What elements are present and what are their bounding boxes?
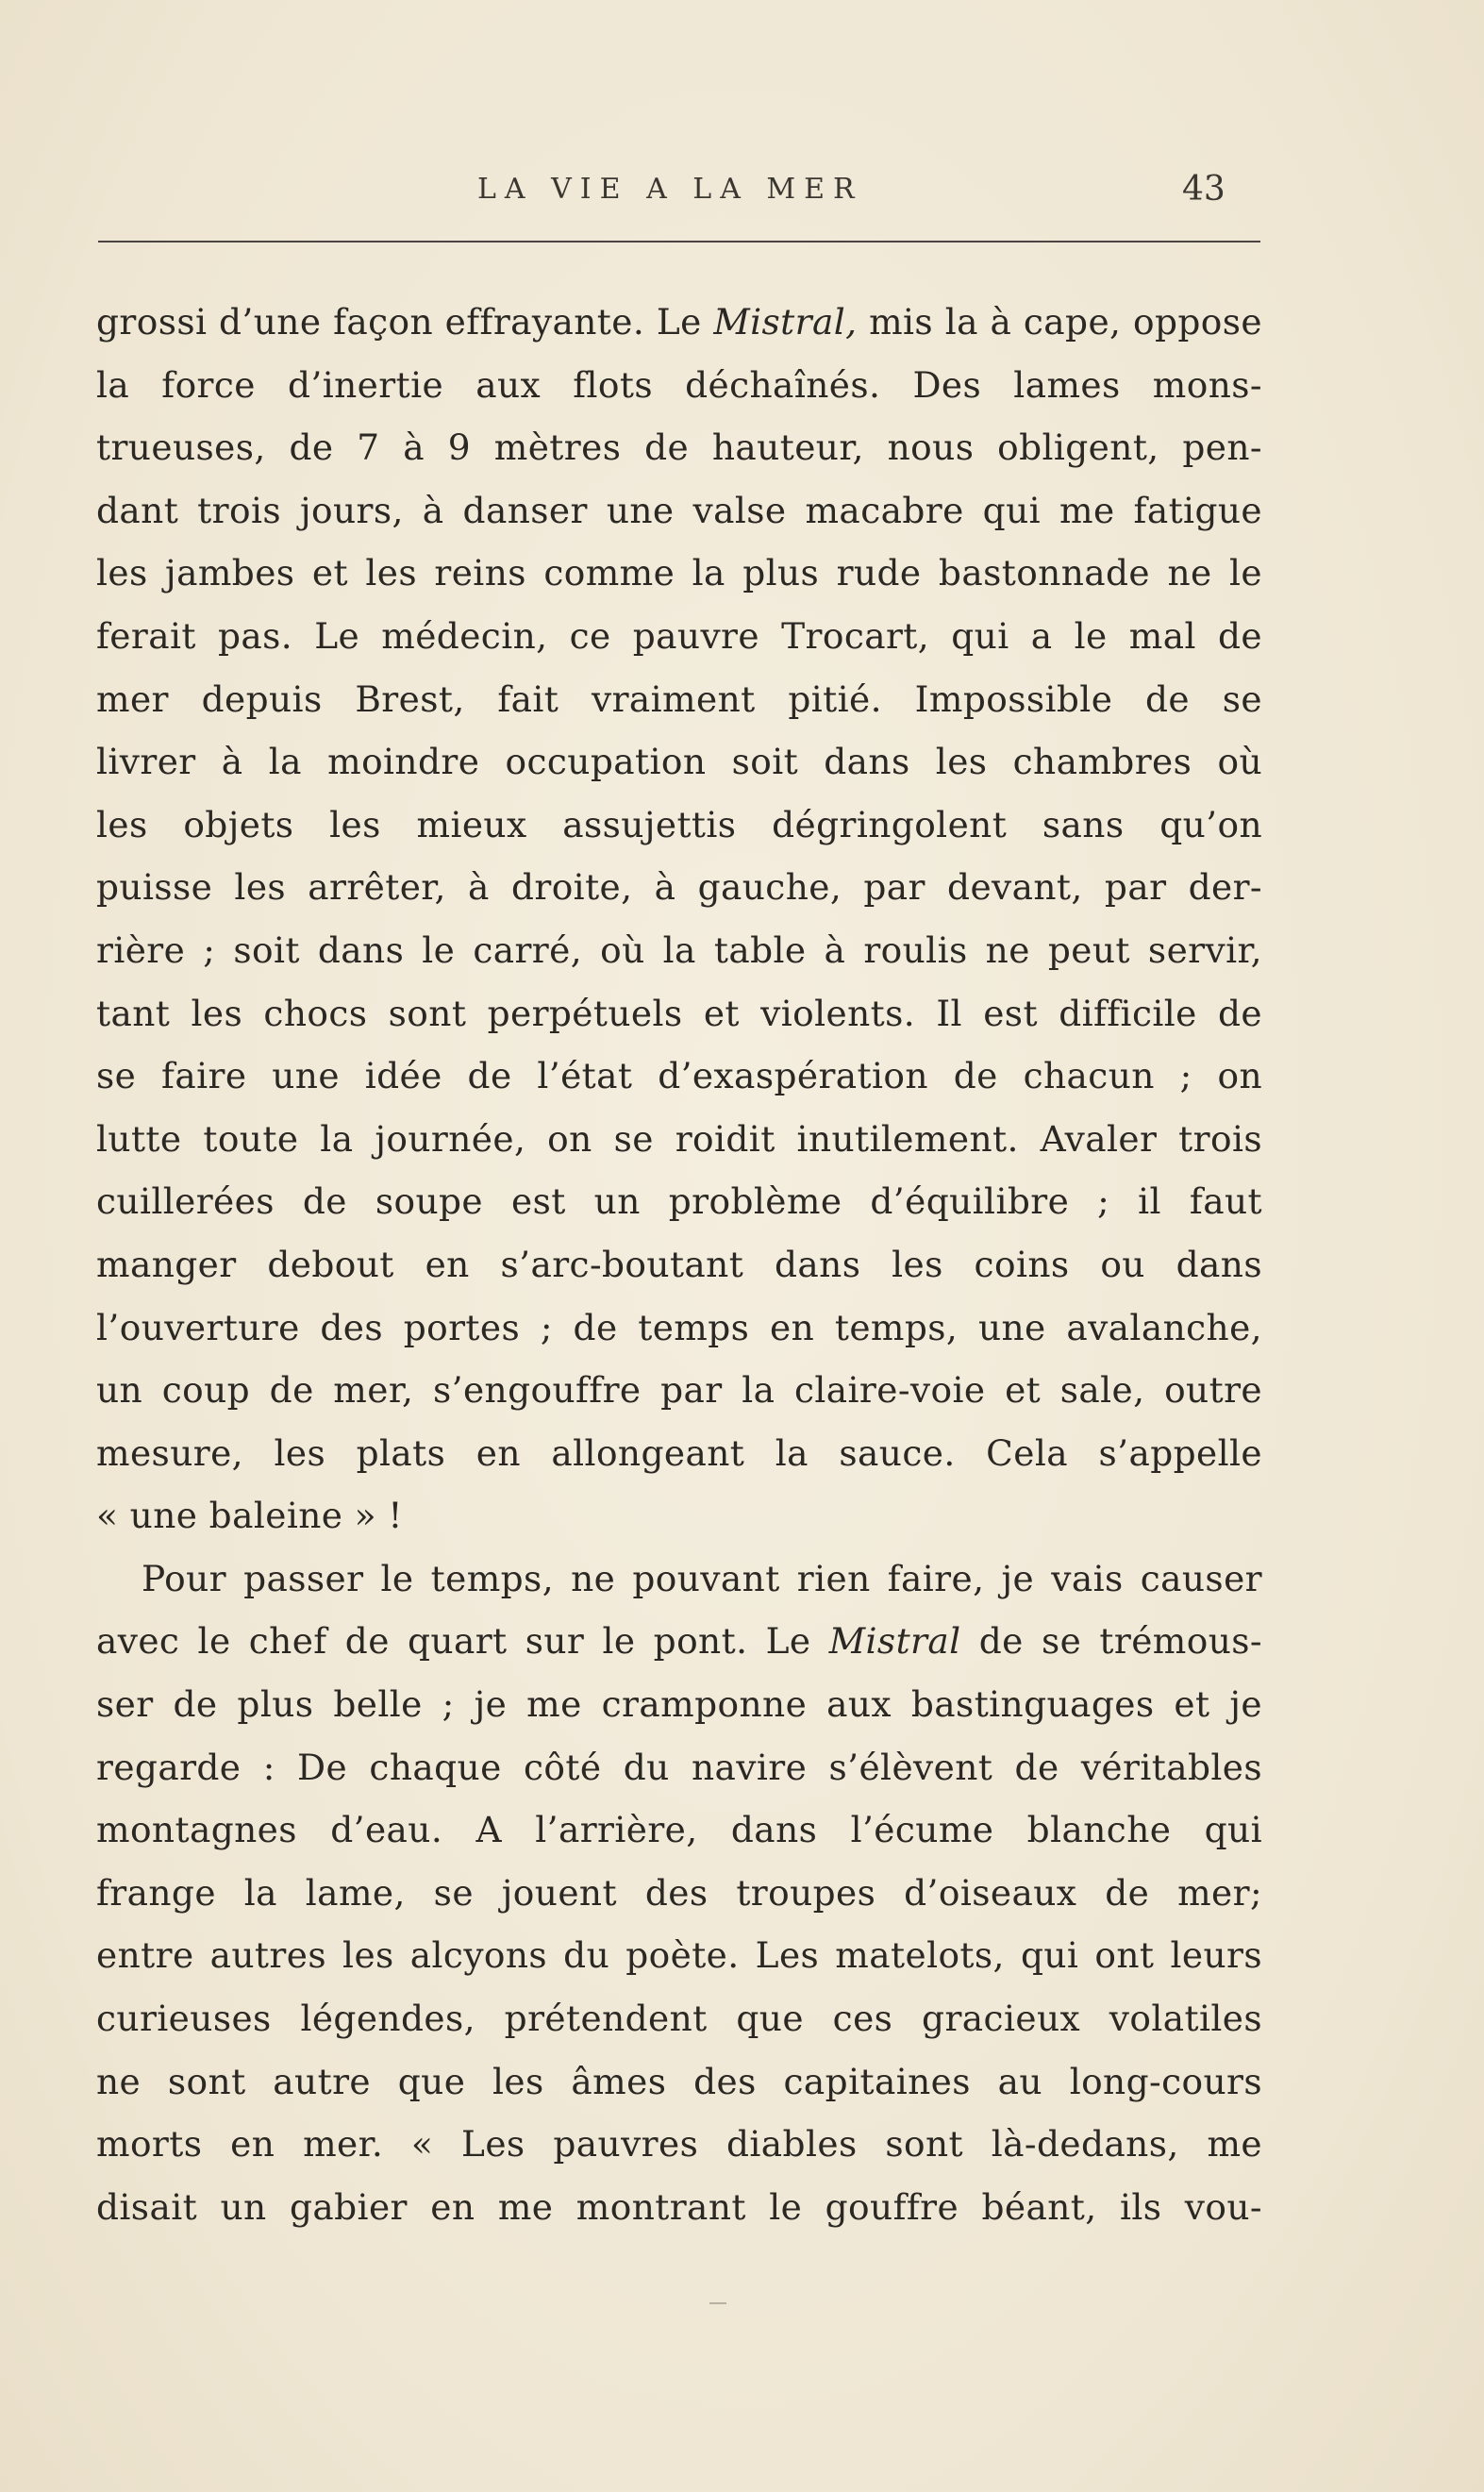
text-segment: les jambes et les reins comme la plus rude bastonnade ne le	[96, 552, 1262, 594]
text-line	[96, 1610, 1262, 1673]
text-segment: manger debout en s’arc-boutant dans les coins ou dans	[96, 1243, 1262, 1285]
text-segment: tant les chocs sont perpétuels et violents. Il est difficile de	[96, 992, 1262, 1034]
text-line	[96, 730, 1262, 794]
text-segment: ne sont autre que les âmes des capitaines au long-cours	[96, 2060, 1262, 2102]
text-segment: mesure, les plats en allongeant la sauce. Cela s’appelle	[96, 1431, 1262, 1474]
text-segment: se faire une idée de l’état d’exaspération de chacun ; on	[96, 1055, 1262, 1097]
text-line	[96, 1422, 1262, 1485]
text-segment: trueuses, de 7 à 9 mètres de hauteur, nous obligent, pen-	[96, 426, 1262, 469]
text-line	[96, 291, 1262, 354]
text-line	[96, 982, 1262, 1045]
text-line	[96, 605, 1262, 668]
paragraph	[96, 291, 1262, 1547]
text-line	[96, 794, 1262, 857]
body-text	[96, 291, 1262, 2238]
text-segment: mis la à cape, oppose	[857, 301, 1262, 343]
text-segment: rière ; soit dans le carré, où la table à roulis ne peut servir,	[96, 928, 1262, 971]
text-line	[96, 919, 1262, 982]
text-segment: un coup de mer, s’engouffre par la claire-voie et sale, outre	[96, 1369, 1262, 1412]
text-line	[96, 1798, 1262, 1862]
text-line	[96, 2050, 1262, 2114]
text-line	[96, 1359, 1262, 1422]
text-segment: de se trémous-	[960, 1620, 1262, 1663]
text-line	[96, 1987, 1262, 2050]
text-line	[96, 1924, 1262, 1987]
text-line	[96, 479, 1262, 543]
text-segment: curieuses légendes, prétendent que ces gracieux volatiles	[96, 1998, 1262, 2040]
text-line	[96, 1862, 1262, 1925]
page-number: 43	[1182, 170, 1226, 209]
text-segment: ser de plus belle ; je me cramponne aux bastinguages et je	[96, 1683, 1262, 1726]
text-line	[96, 1736, 1262, 1799]
text-line	[96, 1547, 1262, 1611]
text-segment: la force d’inertie aux flots déchaînés. Des lames mons-	[96, 363, 1262, 406]
text-line	[96, 542, 1262, 605]
header-rule	[98, 241, 1260, 243]
running-head: LA VIE A LA MER	[477, 173, 863, 206]
text-line	[96, 354, 1262, 417]
text-line	[96, 1673, 1262, 1736]
text-line	[96, 1484, 1262, 1547]
text-segment: mer depuis Brest, fait vraiment pitié. Impossible de se	[96, 677, 1262, 720]
text-segment: regarde : De chaque côté du navire s’élèvent de véritables	[96, 1746, 1262, 1788]
text-segment: grossi d’une façon effrayante. Le	[96, 301, 714, 343]
text-segment: livrer à la moindre occupation soit dans les chambres où	[96, 741, 1262, 783]
text-line	[96, 856, 1262, 919]
text-segment: disait un gabier en me montrant le gouffre béant, ils vou-	[96, 2185, 1262, 2228]
text-line	[96, 1108, 1262, 1171]
text-segment: l’ouverture des portes ; de temps en temps, une avalanche,	[96, 1306, 1262, 1348]
text-segment: « une baleine » !	[96, 1495, 403, 1537]
text-segment: cuillerées de soupe est un problème d’équilibre ; il faut	[96, 1180, 1262, 1223]
paragraph	[96, 1547, 1262, 2239]
text-line	[96, 416, 1262, 479]
text-segment: ferait pas. Le médecin, ce pauvre Trocart, qui a le mal de	[96, 614, 1262, 657]
text-line	[96, 2113, 1262, 2176]
text-segment: entre autres les alcyons du poète. Les matelots, qui ont leurs	[96, 1934, 1262, 1977]
text-segment: morts en mer. « Les pauvres diables sont là-dedans, me	[96, 2123, 1262, 2166]
text-line	[96, 1233, 1262, 1296]
italic-text: Mistral,	[713, 301, 858, 343]
text-segment: les objets les mieux assujettis dégringolent sans qu’on	[96, 803, 1262, 845]
text-segment: avec le chef de quart sur le pont. Le	[96, 1620, 829, 1663]
page-mark	[709, 2302, 726, 2304]
text-line	[96, 1170, 1262, 1233]
text-segment: puisse les arrêter, à droite, à gauche, par devant, par der-	[96, 866, 1262, 909]
text-segment: montagnes d’eau. A l’arrière, dans l’écume blanche qui	[96, 1809, 1262, 1851]
text-segment: lutte toute la journée, on se roidit inutilement. Avaler trois	[96, 1117, 1262, 1160]
italic-text: Mistral	[828, 1620, 961, 1663]
text-line	[96, 1296, 1262, 1360]
text-segment: dant trois jours, à danser une valse macabre qui me fatigue	[96, 489, 1262, 531]
text-segment: frange la lame, se jouent des troupes d’oiseaux de mer;	[96, 1871, 1262, 1914]
text-line	[96, 668, 1262, 731]
text-line	[96, 1045, 1262, 1108]
text-segment: Pour passer le temps, ne pouvant rien faire, je vais causer	[142, 1557, 1262, 1599]
text-line	[96, 2176, 1262, 2239]
